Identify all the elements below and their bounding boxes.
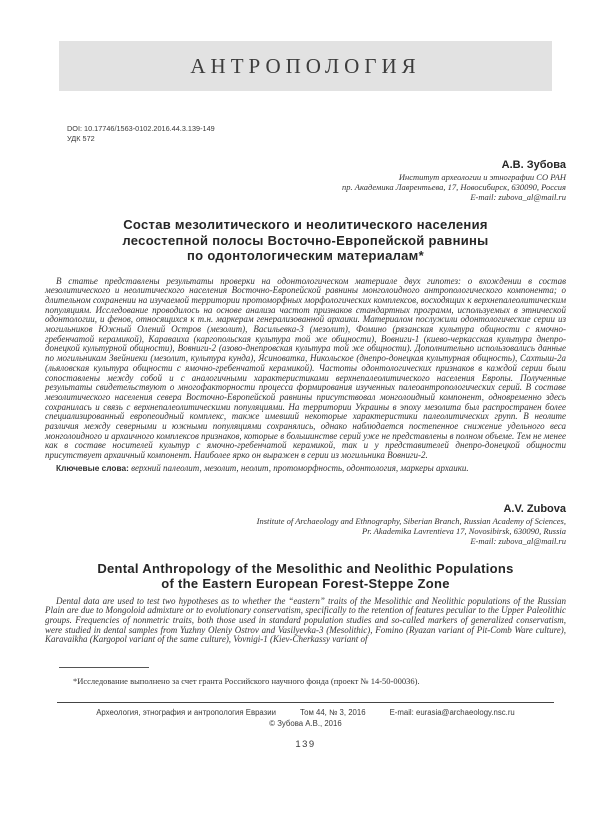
affiliation-line: пр. Академика Лаврентьева, 17, Новосибирск, 630090, Россия (342, 182, 566, 192)
title-line: лесостепной полосы Восточно-Европейской равнины (122, 232, 489, 248)
section-header-band (59, 41, 552, 91)
author-email-en: E-mail: zubova_al@mail.ru (470, 535, 566, 546)
title-line: Состав мезолитического и неолитического населения (123, 217, 488, 232)
abstract-ru: В статье представлены результаты проверки на одонтологическом материале двух гипотез: о вхождении в состав мезолитического и неолитического населения Восточно-Европейской равнины монголоидного антропологического компонента; о длительном сохранении на изучаемой территории протоморфных морфологических комплексов, восходящих к верхнепалеолитическим популяциям. Исследование проводилось на основе анализа частот признаков стандартных программ, используемых в этнической одонтологии, и фенов, относящихся к т.н. маркерам генерализованной архаики. Материалом послужили одонтологические серии из могильников Южный Олений Остров (мезолит), Васильевка-3 (мезолит), Фомино (рязанская культура общности с ямочно-гребенчатой керамикой), Караваиха (каргопольская культура той же общности), Вовниги-1 (киево-черкасская культура днепро-донецкой культурной общности), Вовниги-2 (азово-днепровская культура той же общности). Дополнительно использовались данные по могильникам Звейниеки (мезолит, культура кунда), Ясиноватка, Никольское (днепро-донецкая культурная общность), Сахтыш-2а (льяловская культура общности с ямочно-гребенчатой керамикой). Частоты одонтологических признаков в каждой серии были сопоставлены между собой и с аналогичными характеристиками верхнепалеолитического населения Европы. Полученные результаты свидетельствуют о многофакторности процесса формирования изученных палеоантропологических серий. В составе мезолитического населения севера Восточно-Европейской равнины присутствовал монголоидный компонент, одновременно здесь сохранилась и связь с верхнепалеолитическими популяциями. На территории Украины в эпоху мезолита был распространен более специализированный европеоидный комплекс, также имевший некоторые характеристики палеолитических групп. В неолите различия между северными и южными популяциями сохранялись, однако наблюдается постепенное снижение удельного веса монголоидного и архаичного комплексов признаков, которые в большинстве серий уже не представлены в полном объеме. Тем не менее как в составе носителей культур с ямочно-гребенчатой керамикой, так и у представителей днепро-донецкой общности присутствует архаичный компонент. Наиболее ярко он выражен в серии из могильника Вовниги-2. (45, 275, 566, 461)
footer-journal-line (45, 708, 566, 717)
author-name-en: A.V. Zubova (503, 502, 566, 515)
article-title-en (45, 561, 566, 592)
article-title-ru (45, 217, 566, 264)
udk-line: УДК 572 (67, 133, 95, 143)
keywords-ru (45, 464, 566, 474)
doi-line: DOI: 10.17746/1563-0102.2016.44.3.139-149 (67, 124, 215, 133)
page-number: 139 (295, 739, 316, 751)
section-title: АНТРОПОЛОГИЯ (190, 53, 421, 78)
footer-journal-name: Археология, этнография и антропология Евразии (96, 708, 276, 718)
title-line: Dental Anthropology of the Mesolithic and Neolithic Populations (97, 560, 514, 576)
abstract-en: Dental data are used to test two hypotheses as to whether the “eastern” traits of the Mesolithic and Neolithic populations of the Russian Plain are due to Mongoloid admixture or to evolutionary conservatism, specifically to the retention of features peculiar to the Upper Paleolithic groups. Frequencies of nonmetric traits, both those used in standard population studies and so-called markers of generalized conservatism, were studied in dental samples from Yuzhny Oleniy Ostrov and Vasilyevka-3 (Mesolithic), Fomino (Ryazan variant of Pit-Comb Ware culture), Karavaikha (Kargopol variant of the same culture), Vovnigi-1 (Kiev-Cherkassy variant of (45, 595, 566, 645)
footnote-separator (59, 667, 149, 668)
footer-rule (57, 702, 554, 703)
title-line: по одонтологическим материалам* (187, 248, 424, 263)
affiliation-line: Institute of Archaeology and Ethnography, Siberian Branch, Russian Academy of Sciences, (256, 515, 566, 526)
affiliation-line: Pr. Akademika Lavrentieva 17, Novosibirsk, 630090, Russia (362, 525, 566, 536)
author-name-ru: А.В. Зубова (501, 159, 566, 171)
author-block-en (45, 503, 566, 546)
affiliation-line: Институт археологии и этнографии СО РАН (398, 172, 566, 182)
footer-email: E-mail: eurasia@archaeology.nsc.ru (389, 708, 515, 718)
footnote-text: *Исследование выполнено за счет гранта Российского научного фонда (проект № 14-50-00036). (73, 676, 420, 687)
article-meta (67, 124, 566, 143)
author-block-ru (45, 159, 566, 202)
author-email-ru: E-mail: zubova_al@mail.ru (470, 192, 566, 202)
keywords-label: Ключевые слова: (56, 462, 129, 473)
footer-copyright: © Зубова А.В., 2016 (269, 719, 342, 729)
footer-volume-info: Том 44, № 3, 2016 (299, 708, 366, 718)
keywords-text: верхний палеолит, мезолит, неолит, протоморфность, одонтология, маркеры архаики. (128, 462, 469, 473)
title-line: of the Eastern European Forest-Steppe Zone (161, 576, 450, 592)
